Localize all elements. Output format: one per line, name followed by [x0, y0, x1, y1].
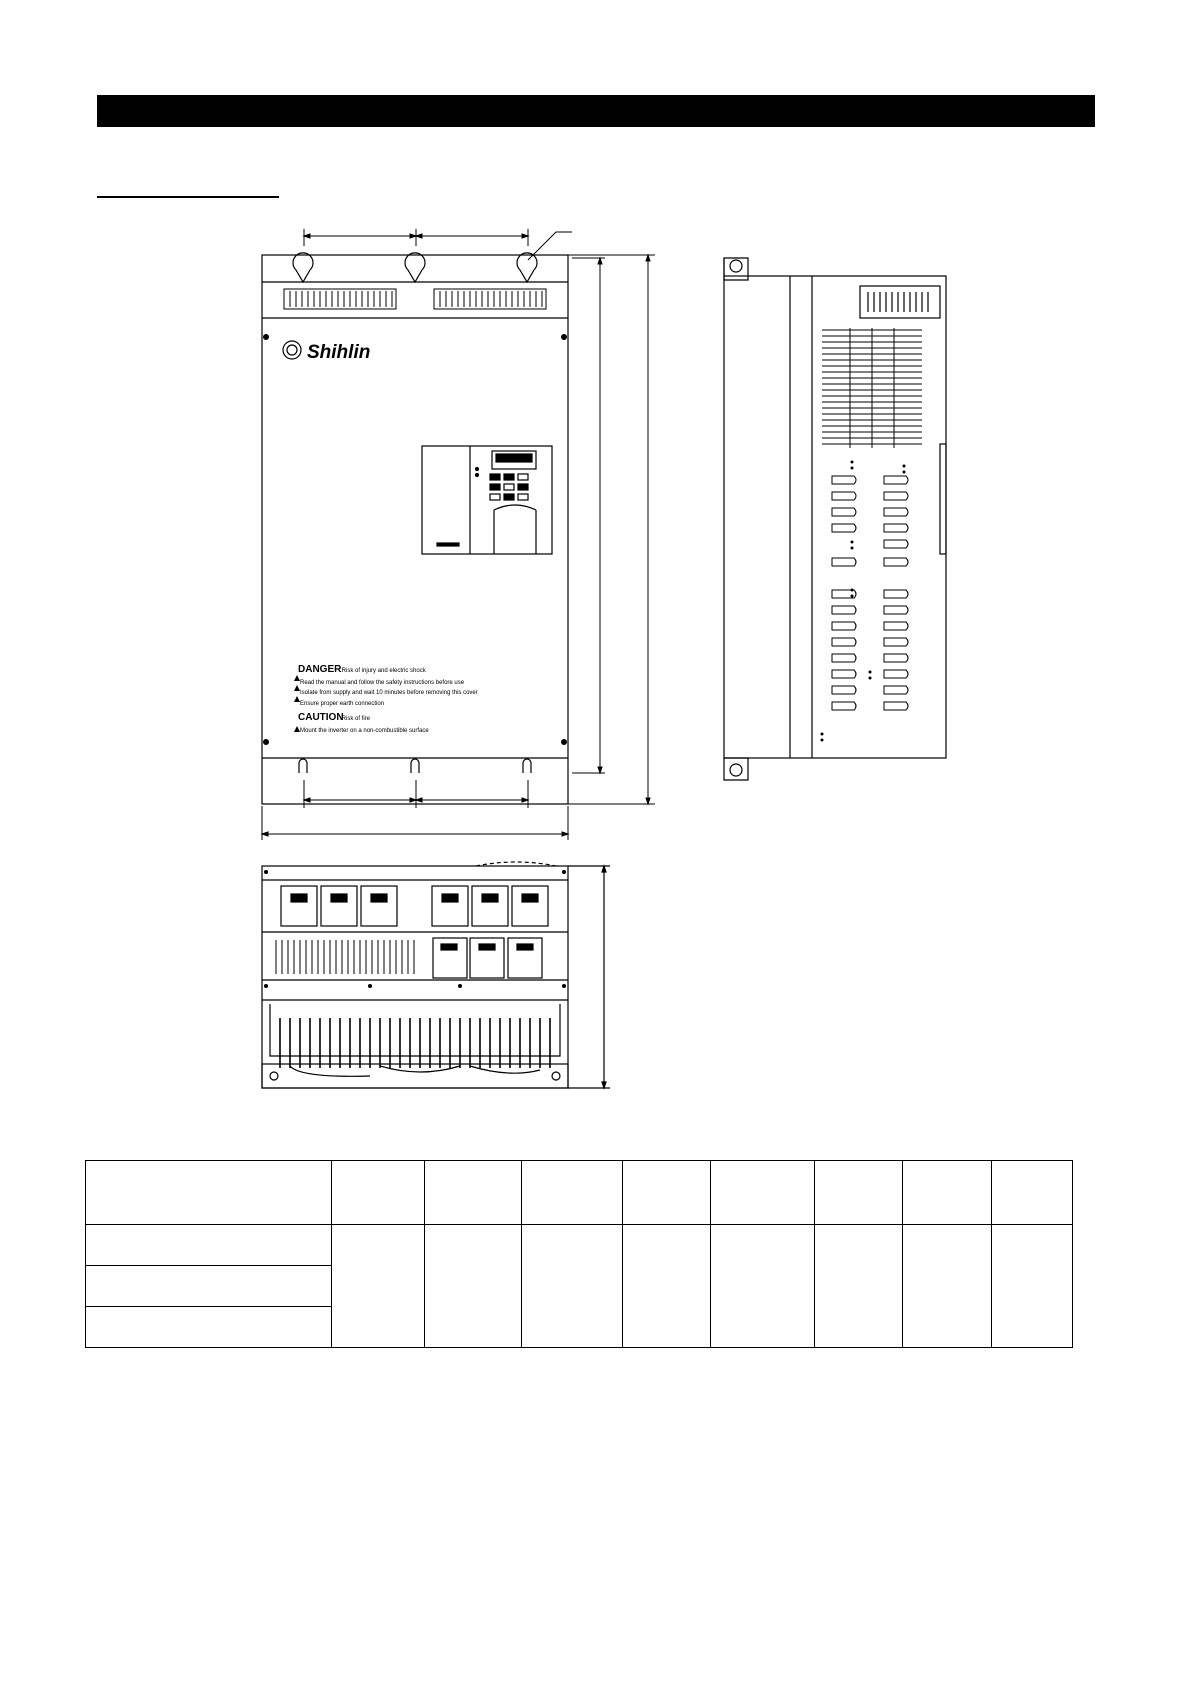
- value-cell: [623, 1225, 711, 1348]
- table-header-cell: [86, 1161, 332, 1225]
- value-cell: [711, 1225, 815, 1348]
- danger-title: DANGER: [298, 664, 342, 675]
- table-header-cell: [623, 1161, 711, 1225]
- value-cell: [815, 1225, 903, 1348]
- dimension-table: [85, 1160, 1073, 1348]
- danger-line: Read the manual and follow the safety instructions before use: [300, 680, 465, 686]
- table-row: [86, 1225, 1073, 1266]
- top-vent-left: [284, 289, 396, 309]
- value-cell: [332, 1225, 425, 1348]
- side-view: [724, 258, 946, 780]
- bottom-mount-slots: [299, 759, 531, 773]
- brand-name: Shihlin: [307, 342, 371, 363]
- model-cell: [86, 1225, 332, 1266]
- side-mount-hole-bottom: [730, 764, 742, 776]
- model-cell: [86, 1266, 332, 1307]
- value-cell: [425, 1225, 522, 1348]
- side-louvres: [832, 476, 908, 710]
- top-mount-hole-right: [517, 253, 537, 282]
- top-mount-hole-center: [405, 253, 425, 282]
- value-cell: [992, 1225, 1073, 1348]
- danger-line: Isolate from supply and wait 10 minutes before removing this cover: [300, 690, 478, 696]
- danger-subtitle: :Risk of injury and electric shock: [340, 668, 426, 674]
- front-dimension-lines: [262, 229, 655, 840]
- table-header-cell: [522, 1161, 623, 1225]
- caution-subtitle: :Risk of fire: [340, 716, 371, 722]
- table-header-cell: [332, 1161, 425, 1225]
- bottom-vent-upper: [276, 940, 414, 974]
- top-vent-right: [434, 289, 546, 309]
- table-header-cell: [815, 1161, 903, 1225]
- table-header-cell: [903, 1161, 992, 1225]
- danger-line: Ensure proper earth connection: [300, 701, 385, 707]
- side-vent-upper: [822, 328, 922, 448]
- side-mount-hole-top: [730, 260, 742, 272]
- table-header-cell: [992, 1161, 1073, 1225]
- value-cell: [522, 1225, 623, 1348]
- front-view: [262, 253, 568, 804]
- top-mount-hole-left: [293, 253, 313, 282]
- table-header-row: [86, 1161, 1073, 1225]
- bottom-view: [262, 862, 610, 1088]
- keypad-module: [422, 446, 552, 554]
- table-header-cell: [711, 1161, 815, 1225]
- model-cell: [86, 1307, 332, 1348]
- brand-logo-icon: [283, 341, 301, 359]
- value-cell: [903, 1225, 992, 1348]
- bottom-fan-grille: [280, 1018, 550, 1068]
- caution-title: CAUTION: [298, 712, 344, 723]
- table-header-cell: [425, 1161, 522, 1225]
- caution-line: Mount the inverter on a non-combustible surface: [300, 728, 429, 734]
